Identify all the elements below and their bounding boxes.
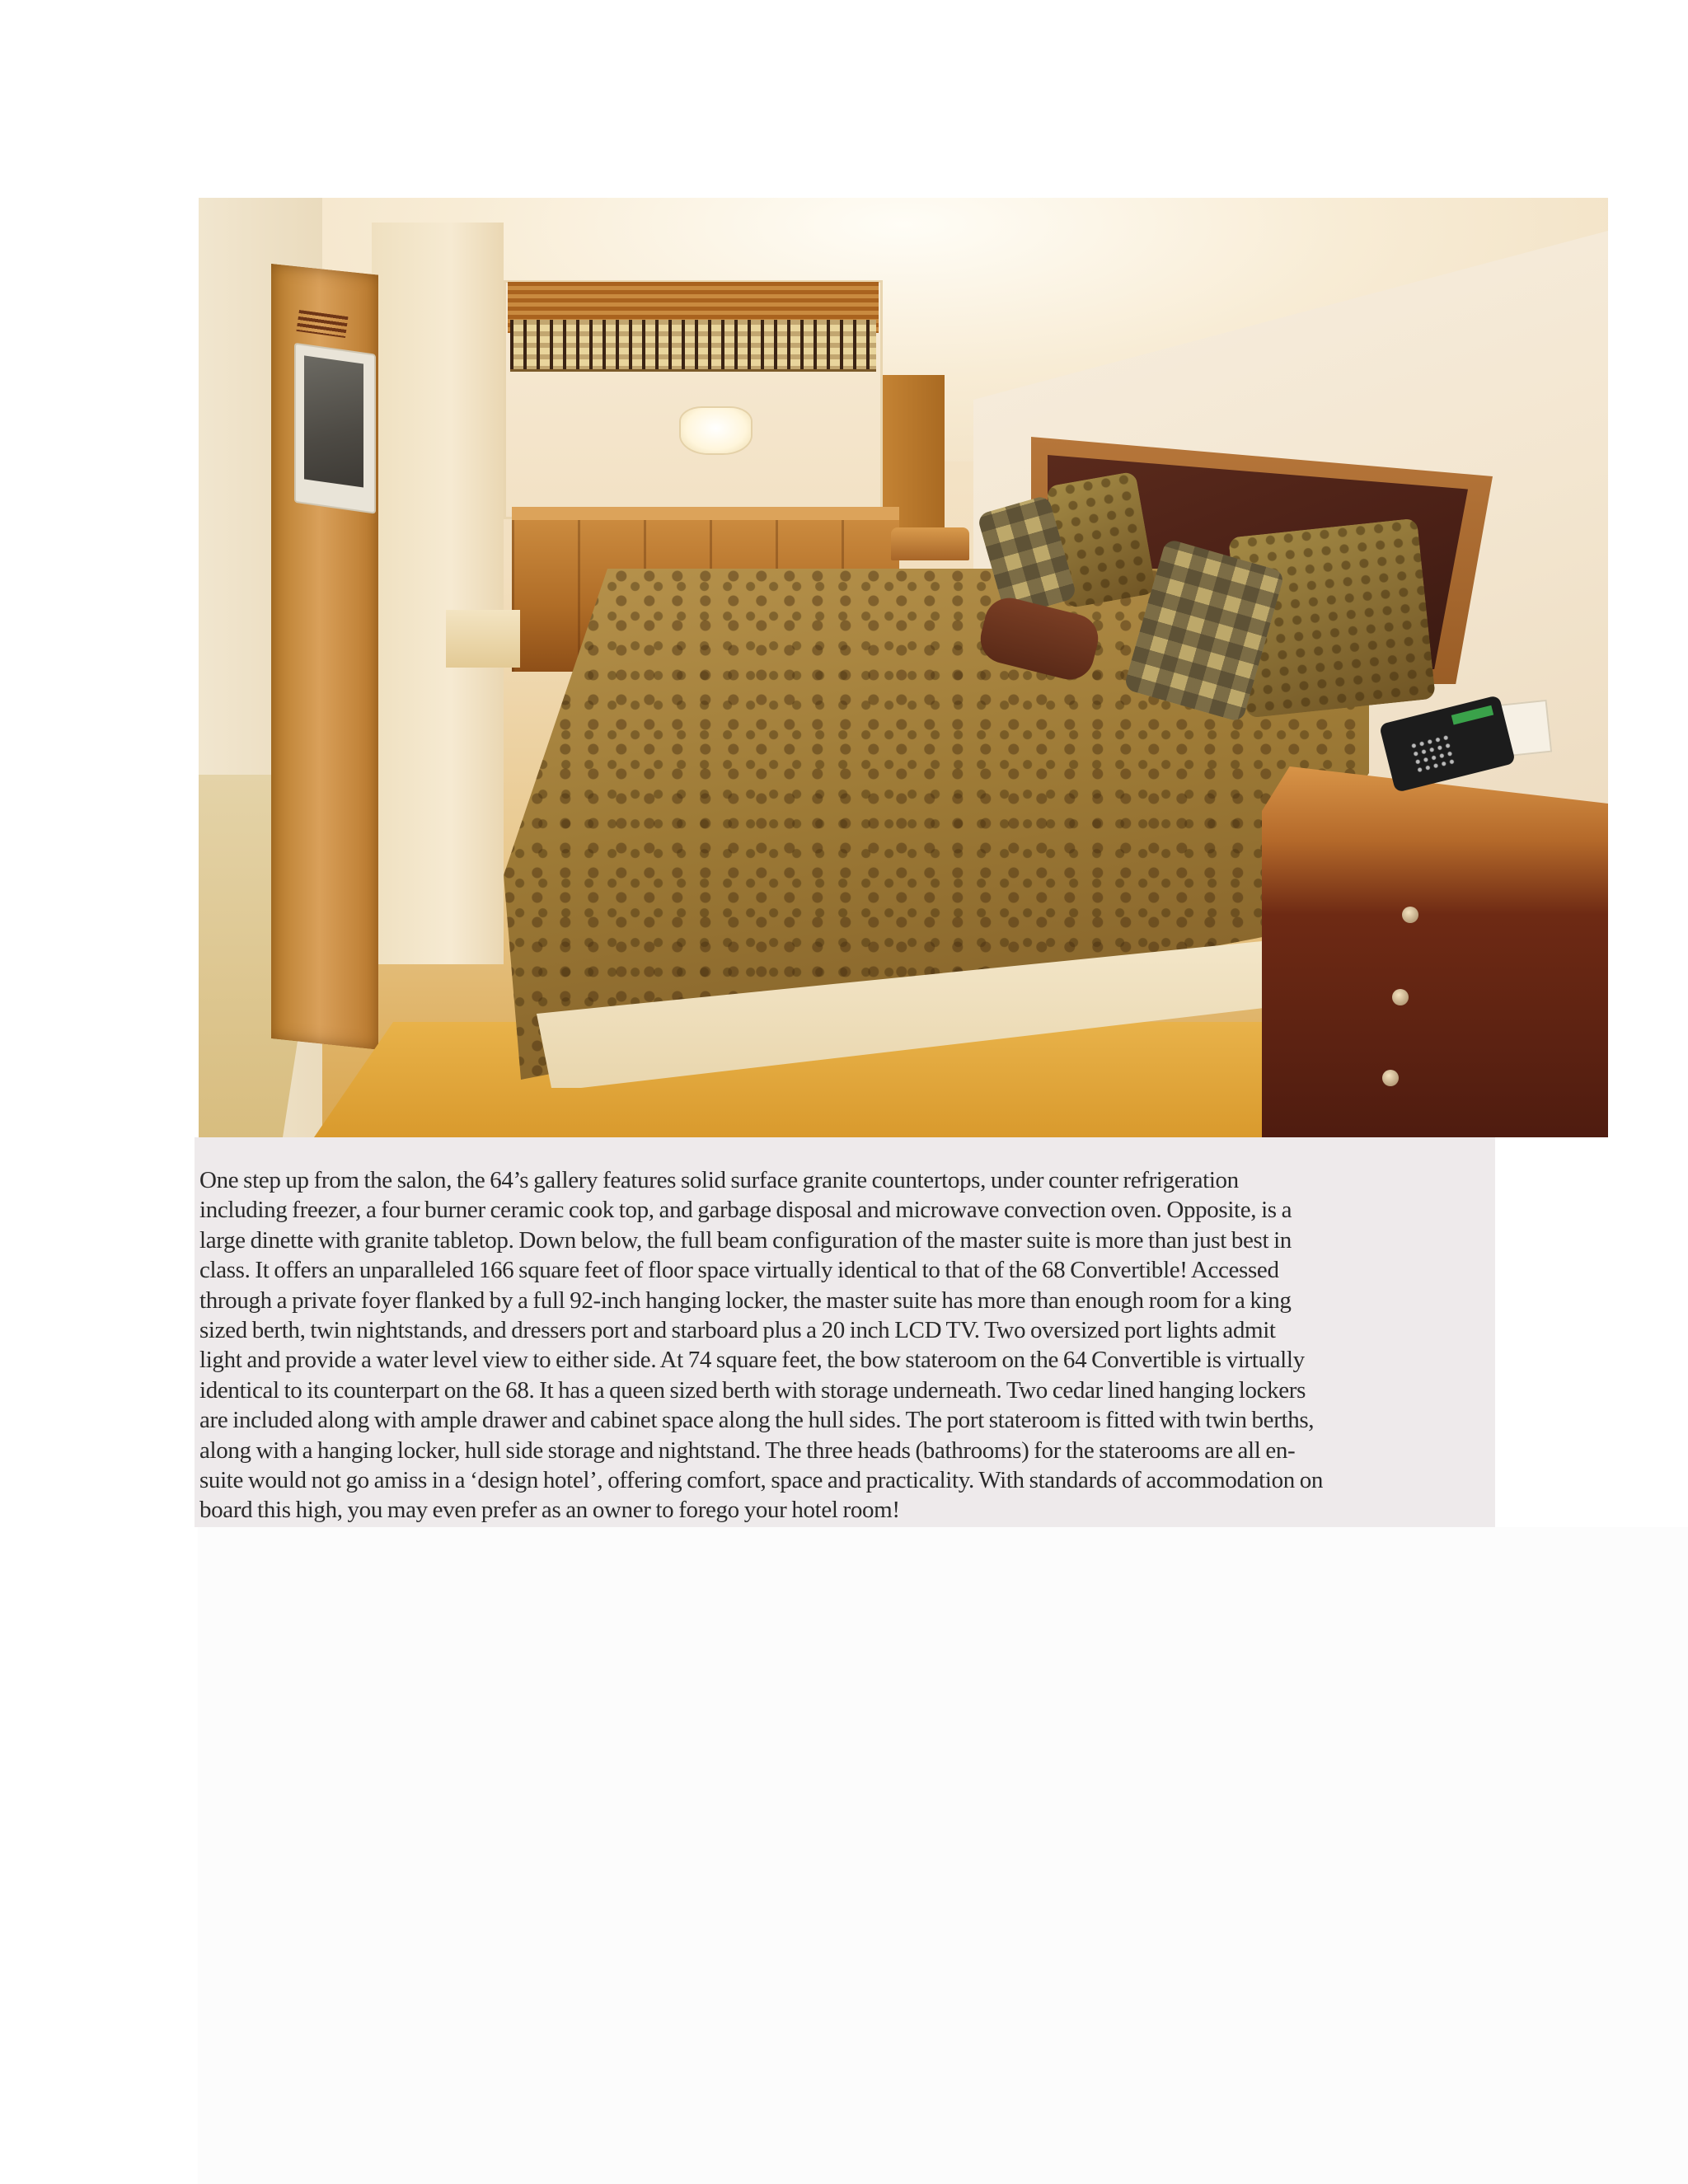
porthole-icon — [681, 408, 751, 453]
text-line: class. It offers an unparalleled 166 square feet of floor space virtually identical to that of the 68 Convertible! Accessed — [199, 1257, 1279, 1284]
foyer-wall — [372, 223, 504, 964]
phone-keypad — [1409, 733, 1456, 775]
text-line: identical to its counterpart on the 68. It has a queen sized berth with storage underneath. Two cedar lined hanging lockers — [199, 1376, 1306, 1404]
drawer-knob-icon — [1402, 907, 1418, 923]
text-line: suite would not go amiss in a ‘design hotel’, offering comfort, space and practicality. With standards of accommodation on — [199, 1467, 1324, 1494]
tv-screen — [304, 355, 363, 487]
text-line: through a private foyer flanked by a full 92-inch hanging locker, the master suite has more than enough room for a king — [199, 1286, 1292, 1314]
drawer-knob-icon — [1392, 989, 1409, 1005]
stateroom-photo — [199, 198, 1608, 1137]
article-text-box — [195, 1137, 1495, 1527]
far-nightstand — [891, 527, 969, 560]
text-line: along with a hanging locker, hull side storage and nightstand. The three heads (bathrooms) for the staterooms are all en- — [199, 1436, 1296, 1464]
tv-icon — [296, 344, 374, 512]
text-line: One step up from the salon, the 64’s gallery features solid surface granite countertops, under counter refrigeration — [199, 1167, 1239, 1193]
phone-display — [1451, 705, 1493, 725]
nightstand-icon — [1262, 766, 1608, 1137]
text-line: are included along with ample drawer and cabinet space along the hull sides. The port stateroom is fitted with twin berths, — [199, 1407, 1315, 1434]
roman-shade — [510, 320, 876, 372]
text-line: light and provide a water level view to either side. At 74 square feet, the bow stateroom on the 64 Convertible is virtually — [199, 1347, 1305, 1374]
text-line: including freezer, a four burner ceramic cook top, and garbage disposal and microwave convection oven. Opposite, is a — [199, 1197, 1292, 1224]
foyer-step — [446, 610, 520, 668]
text-line: board this high, you may even prefer as an owner to forego your hotel room! — [199, 1497, 900, 1524]
text-line: large dinette with granite tabletop. Down below, the full beam configuration of the master suite is more than just best in — [199, 1226, 1292, 1254]
text-line: sized berth, twin nightstands, and dressers port and starboard plus a 20 inch LCD TV. Two oversized port lights admit — [199, 1317, 1276, 1344]
page-background — [198, 1527, 1688, 2184]
article-paragraph — [199, 1165, 1489, 1526]
drawer-knob-icon — [1382, 1070, 1399, 1086]
